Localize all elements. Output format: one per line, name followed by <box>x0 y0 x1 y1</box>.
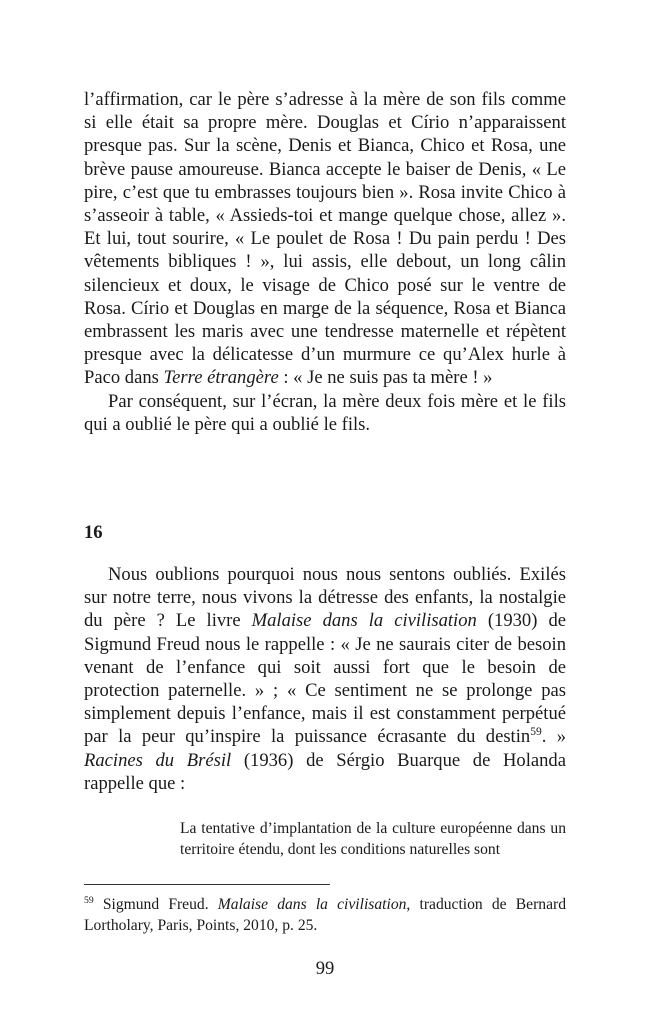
paragraph-3-text-c: . » <box>541 726 567 748</box>
page-body-bottom <box>84 563 566 795</box>
paragraph-3-text-a: Nous oublions pourquoi nous nous sentons oubliés. Exilés sur notre terre, nous vivons la détresse des enfants, la nostalgie du père ? Le livre <box>84 564 566 632</box>
paragraph-3-text-d: (1936) de Sérgio Buarque de Holanda rappelle que : <box>84 749 566 794</box>
footnote-number: 59 <box>84 894 94 906</box>
footnote-text-b: , traduction de Bernard Lortholary, Paris, Points, 2010, p. 25. <box>84 896 566 934</box>
paragraph-1-end: : « Je ne suis pas ta mère ! » <box>278 367 493 389</box>
paragraph-2: Par conséquent, sur l’écran, la mère deux fois mère et le fils qui a oublié le père qui a oublié le fils. <box>84 390 566 435</box>
footnote-reference: 59 <box>530 726 542 739</box>
paragraph-3-text-b: (1930) de Sigmund Freud nous le rappelle : « Je ne saurais citer de besoin venant de l’enfance qui soit aussi fort que le besoin de protection paternelle. » ; « Ce sentiment ne se prolonge pas simplement depuis l’enfance, mais il est constamment perpétué par la peur qu’inspire la puissance écrasante du destin <box>84 610 566 748</box>
page-body-top <box>84 88 566 436</box>
page-number: 99 <box>315 958 335 979</box>
paragraph-1 <box>84 88 566 390</box>
book-title-malaise: Malaise dans la civilisation <box>251 610 477 632</box>
block-quote: La tentative d’implantation de la culture européenne dans un territoire étendu, dont les conditions naturelles sont <box>180 820 566 858</box>
footnote-separator <box>84 884 330 885</box>
paragraph-3 <box>84 563 566 795</box>
film-title-terre-etrangere: Terre étrangère <box>163 367 279 389</box>
footnote-book-title: Malaise dans la civilisation <box>217 896 407 913</box>
book-title-racines: Racines du Brésil <box>84 749 232 771</box>
footnote-text-a: Sigmund Freud. <box>93 896 218 913</box>
section-number: 16 <box>84 522 103 543</box>
footnote <box>84 894 566 936</box>
paragraph-1-text: l’affirmation, car le père s’adresse à la mère de son fils comme si elle était sa propre mère. Douglas et Círio n’apparaissent presque pas. Sur la scène, Denis et Bianca, Chico et Rosa, une brève pause amoureuse. Bianca accepte le baiser de Denis, « Le pire, c’est que tu embrasses toujours bien ». Rosa invite Chico à s’asseoir à table, « Assieds-toi et mange quelque chose, allez ». Et lui, tout sourire, « Le poulet de Rosa ! Du pain perdu ! Des vêtements bibliques ! », lui assis, elle debout, un long câlin silencieux et doux, le visage de Chico posé sur le ventre de Rosa. Círio et Douglas en marge de la séquence, Rosa et Bianca embrassent les maris avec une tendresse maternelle et répètent presque avec la délicatesse d’un murmure ce qu’Alex hurle à Paco dans <box>84 89 566 389</box>
